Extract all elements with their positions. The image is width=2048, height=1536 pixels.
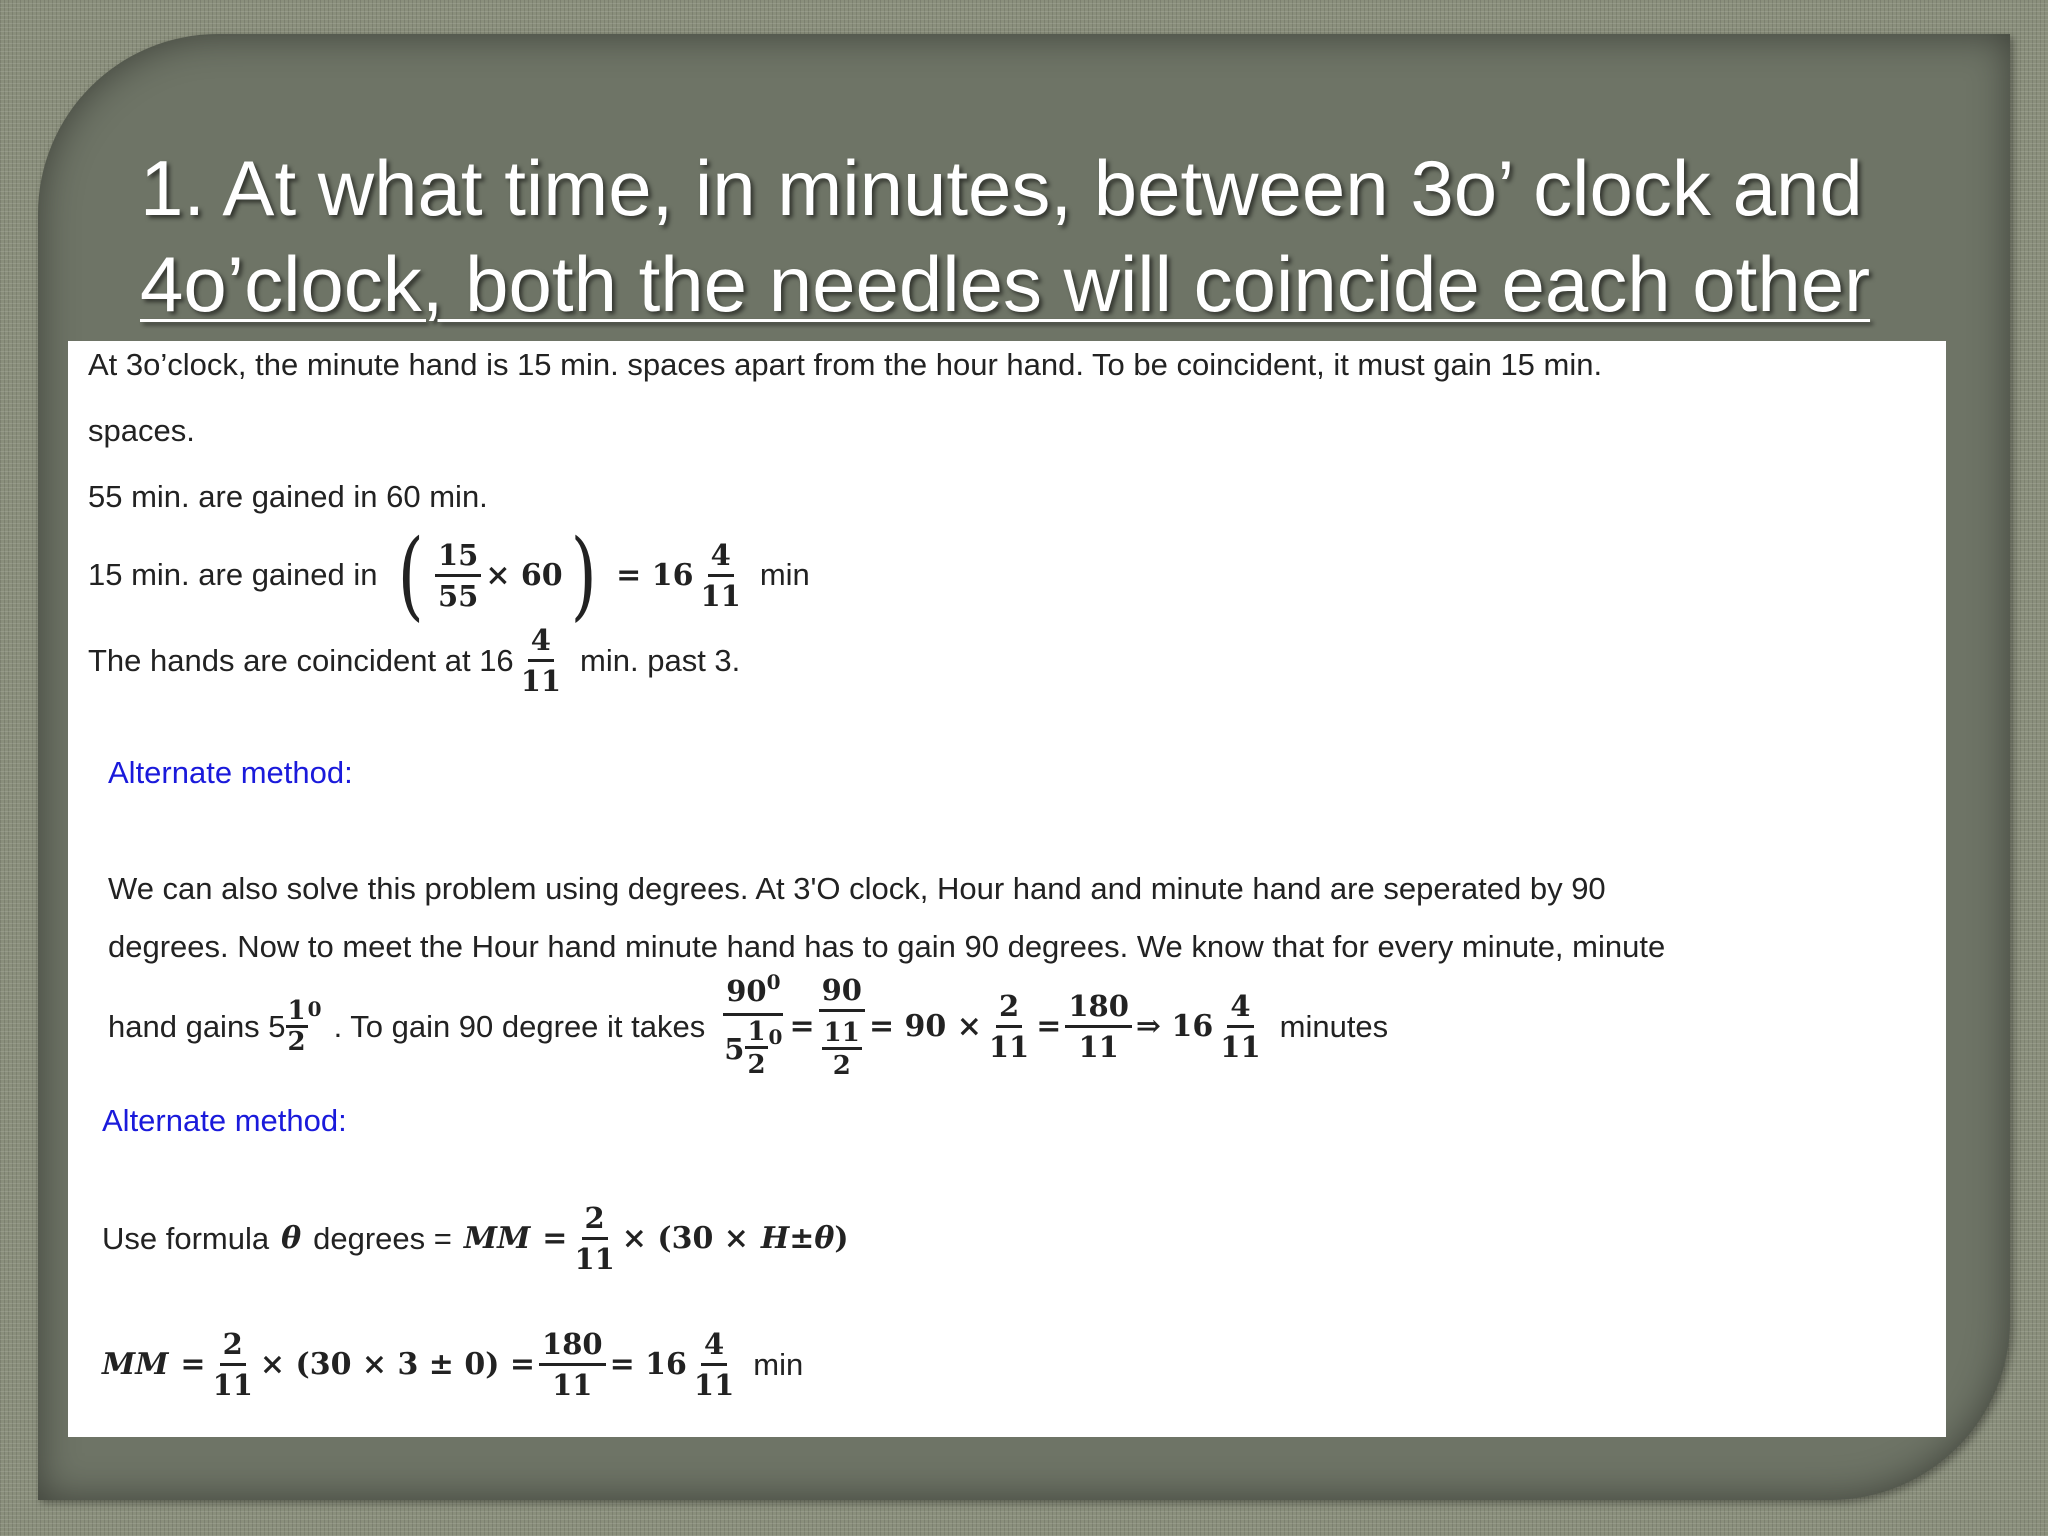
slide-title bbox=[140, 140, 1940, 332]
eq1-unit: min bbox=[759, 557, 810, 592]
alt2-calculation bbox=[102, 1327, 803, 1402]
alt2-formula bbox=[102, 1201, 849, 1276]
title-line-1: 1. At what time, in minutes, between 3o’ clock and bbox=[140, 144, 1863, 232]
fraction-numerator: 11 bbox=[823, 1018, 860, 1048]
fraction-numerator: 2 bbox=[582, 1201, 608, 1240]
fraction-numerator: 2 bbox=[220, 1327, 246, 1366]
alt1-prefix: hand gains 5 bbox=[108, 1008, 286, 1044]
h-symbol: H bbox=[760, 1221, 790, 1256]
fraction-numerator: 180 bbox=[1065, 989, 1132, 1028]
mm-symbol: MM bbox=[102, 1347, 169, 1382]
fraction-numerator: 4 bbox=[701, 1327, 727, 1366]
calc-unit: min bbox=[753, 1346, 804, 1382]
alt1-unit: minutes bbox=[1279, 1008, 1389, 1044]
fraction-4-11 bbox=[1217, 989, 1263, 1064]
alt1-line-1: We can also solve this problem using degrees. At 3'O clock, Hour hand and minute hand are seperated by 90 bbox=[108, 871, 1606, 906]
fraction-numerator: 4 bbox=[1227, 989, 1253, 1028]
fraction-4-11 bbox=[691, 1327, 737, 1402]
plus-minus: ± bbox=[789, 1221, 815, 1256]
eq1-result-whole: = 16 bbox=[616, 557, 694, 593]
degree-superscript: 0 bbox=[307, 996, 322, 1021]
fraction-denominator: 2 bbox=[832, 1051, 851, 1081]
title-line-2: 4o’clock, both the needles will coincide each other bbox=[140, 240, 1871, 328]
fraction-90-over-5-half bbox=[721, 970, 785, 1080]
conclusion-prefix: The hands are coincident at 16 bbox=[88, 642, 514, 678]
fraction-numerator: 90 bbox=[819, 973, 865, 1012]
fraction-2-11 bbox=[571, 1201, 617, 1276]
fraction-2-11 bbox=[210, 1327, 256, 1402]
fraction-numerator: 1 bbox=[287, 996, 306, 1026]
fraction-denominator: 11 bbox=[520, 664, 562, 698]
degree-superscript: 0 bbox=[766, 970, 781, 994]
fraction-denominator: 11 bbox=[700, 578, 741, 613]
right-paren: ) bbox=[570, 519, 597, 631]
solution-equation-1 bbox=[88, 519, 810, 631]
fraction-11-2 bbox=[822, 1019, 862, 1080]
theta-symbol: θ bbox=[281, 1221, 302, 1256]
mm-symbol: MM bbox=[463, 1221, 531, 1256]
left-paren: ( bbox=[397, 519, 424, 631]
equals-16: = 16 bbox=[609, 1347, 687, 1382]
solution-paragraph-1b: spaces. bbox=[88, 413, 195, 448]
eq1-times: × 60 bbox=[485, 557, 563, 593]
fraction-180-11 bbox=[539, 1327, 606, 1402]
equals-sign: = bbox=[1036, 1009, 1062, 1044]
fraction-denominator bbox=[721, 1016, 785, 1079]
alt1-line-3 bbox=[108, 970, 1389, 1081]
fraction-denominator: 11 bbox=[1078, 1030, 1119, 1064]
numerator-value: 90 bbox=[726, 974, 767, 1008]
fraction-denominator: 55 bbox=[437, 578, 479, 613]
fraction-numerator: 2 bbox=[996, 989, 1022, 1028]
fraction-denominator: 2 bbox=[287, 1027, 306, 1057]
alt1-line-2: degrees. Now to meet the Hour hand minute hand has to gain 90 degrees. We know that for every minute, minute bbox=[108, 929, 1666, 964]
fraction-2-11 bbox=[986, 989, 1032, 1064]
fraction-numerator: 15 bbox=[435, 538, 481, 577]
fraction-numerator bbox=[723, 970, 783, 1016]
denominator-whole: 5 bbox=[724, 1031, 745, 1066]
fraction-denominator: 2 bbox=[747, 1050, 766, 1080]
fraction-4-11 bbox=[518, 623, 564, 698]
formula-prefix: Use formula bbox=[102, 1220, 270, 1256]
equals-sign: = bbox=[789, 1009, 815, 1044]
fraction-numerator: 4 bbox=[708, 538, 734, 577]
calc-middle: × (30 × 3 ± 0) = bbox=[259, 1347, 536, 1382]
fraction-1-2 bbox=[286, 997, 308, 1056]
solution-sheet bbox=[68, 341, 1946, 1437]
fraction-numerator: 4 bbox=[528, 623, 554, 662]
eq1-prefix: 15 min. are gained in bbox=[88, 557, 378, 592]
fraction-1-2 bbox=[744, 1018, 768, 1079]
fraction-denominator: 11 bbox=[693, 1368, 735, 1402]
solution-conclusion bbox=[88, 623, 740, 698]
formula-degrees: degrees = bbox=[313, 1220, 452, 1256]
solution-paragraph-2: 55 min. are gained in 60 min. bbox=[88, 479, 488, 514]
solution-paragraph-1a: At 3o’clock, the minute hand is 15 min. spaces apart from the hour hand. To be coincident, it must gain 15 min. bbox=[88, 347, 1603, 382]
equals-90-times: = 90 × bbox=[868, 1009, 982, 1044]
alternate-method-heading-1: Alternate method: bbox=[108, 755, 353, 790]
fraction-90-over-11-halves bbox=[819, 973, 865, 1080]
fraction-numerator: 1 bbox=[747, 1017, 766, 1047]
fraction-denominator: 11 bbox=[988, 1030, 1030, 1064]
alternate-method-heading-2: Alternate method: bbox=[102, 1103, 347, 1138]
theta-symbol: θ bbox=[814, 1221, 835, 1256]
fraction-numerator: 180 bbox=[539, 1327, 606, 1366]
equals-sign: = bbox=[180, 1347, 206, 1382]
conclusion-suffix: min. past 3. bbox=[580, 642, 741, 678]
fraction-denominator: 11 bbox=[552, 1368, 593, 1402]
degree-superscript: 0 bbox=[768, 1024, 783, 1049]
fraction-denominator: 11 bbox=[212, 1368, 253, 1402]
fraction-denominator: 11 bbox=[1220, 1030, 1261, 1064]
close-paren: ) bbox=[834, 1221, 849, 1256]
fraction-denominator bbox=[819, 1012, 865, 1080]
fraction-4-11 bbox=[697, 538, 743, 613]
formula-times-30: × (30 × bbox=[621, 1221, 749, 1256]
fraction-180-11 bbox=[1065, 989, 1132, 1064]
fraction-denominator: 11 bbox=[574, 1242, 615, 1276]
alt1-mid: . To gain 90 degree it takes bbox=[333, 1008, 706, 1044]
equals-sign: = bbox=[542, 1221, 568, 1256]
fraction-15-55 bbox=[435, 538, 481, 613]
implies-16: ⇒ 16 bbox=[1135, 1009, 1214, 1044]
